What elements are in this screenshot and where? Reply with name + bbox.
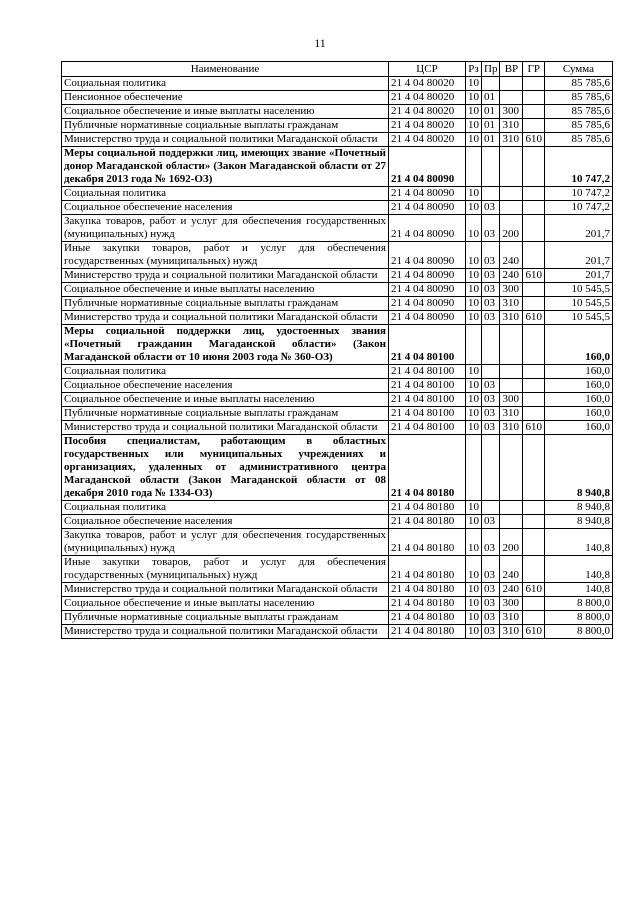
cell-rz xyxy=(466,325,482,365)
cell-pr: 03 xyxy=(482,215,500,242)
cell-gr xyxy=(523,365,545,379)
cell-pr: 03 xyxy=(482,625,500,639)
cell-vr xyxy=(500,379,523,393)
cell-pr: 03 xyxy=(482,283,500,297)
table-row xyxy=(62,147,613,187)
table-row xyxy=(62,119,613,133)
cell-pr: 03 xyxy=(482,583,500,597)
cell-rz: 10 xyxy=(466,597,482,611)
cell-rz: 10 xyxy=(466,91,482,105)
cell-sum: 201,7 xyxy=(544,215,612,242)
cell-gr xyxy=(523,435,545,501)
table-row xyxy=(62,421,613,435)
cell-vr: 300 xyxy=(500,393,523,407)
cell-gr xyxy=(523,393,545,407)
cell-pr xyxy=(482,365,500,379)
cell-vr: 310 xyxy=(500,407,523,421)
cell-rz: 10 xyxy=(466,311,482,325)
cell-pr: 03 xyxy=(482,242,500,269)
table-body xyxy=(62,77,613,639)
cell-pr: 03 xyxy=(482,611,500,625)
cell-csr: 21 4 04 80100 xyxy=(389,325,466,365)
cell-name: Публичные нормативные социальные выплаты гражданам xyxy=(62,611,389,625)
cell-vr xyxy=(500,365,523,379)
cell-pr: 03 xyxy=(482,556,500,583)
cell-gr xyxy=(523,283,545,297)
cell-rz: 10 xyxy=(466,215,482,242)
cell-csr: 21 4 04 80090 xyxy=(389,283,466,297)
cell-csr: 21 4 04 80180 xyxy=(389,597,466,611)
cell-pr: 03 xyxy=(482,529,500,556)
cell-gr xyxy=(523,201,545,215)
cell-vr: 310 xyxy=(500,421,523,435)
cell-gr: 610 xyxy=(523,311,545,325)
cell-name: Публичные нормативные социальные выплаты гражданам xyxy=(62,119,389,133)
cell-name: Иные закупки товаров, работ и услуг для обеспечения государственных (муниципальных) нужд xyxy=(62,556,389,583)
cell-name: Социальная политика xyxy=(62,365,389,379)
cell-sum: 160,0 xyxy=(544,379,612,393)
cell-sum: 85 785,6 xyxy=(544,133,612,147)
cell-vr: 300 xyxy=(500,597,523,611)
cell-name: Социальное обеспечение населения xyxy=(62,201,389,215)
table-row xyxy=(62,435,613,501)
header-sum: Сумма xyxy=(544,62,612,77)
cell-name: Социальная политика xyxy=(62,187,389,201)
table-row xyxy=(62,529,613,556)
cell-name: Пособия специалистам, работающим в областных государственных или муниципальных учреждениях и организациях, удаленных от административного центра Магаданской области (Закон Магаданской области от 08 декабря 2010 года № 1334-ОЗ) xyxy=(62,435,389,501)
cell-csr: 21 4 04 80180 xyxy=(389,583,466,597)
cell-pr: 03 xyxy=(482,421,500,435)
cell-sum: 10 545,5 xyxy=(544,311,612,325)
cell-name: Социальное обеспечение населения xyxy=(62,379,389,393)
header-csr: ЦСР xyxy=(389,62,466,77)
cell-rz: 10 xyxy=(466,297,482,311)
cell-gr: 610 xyxy=(523,583,545,597)
cell-vr: 310 xyxy=(500,625,523,639)
cell-name: Социальное обеспечение и иные выплаты населению xyxy=(62,393,389,407)
cell-sum: 10 545,5 xyxy=(544,297,612,311)
cell-vr xyxy=(500,91,523,105)
table-header-row xyxy=(62,62,613,77)
cell-gr xyxy=(523,597,545,611)
cell-name: Министерство труда и социальной политики Магаданской области xyxy=(62,625,389,639)
cell-name: Министерство труда и социальной политики Магаданской области xyxy=(62,133,389,147)
table-row xyxy=(62,242,613,269)
cell-csr: 21 4 04 80090 xyxy=(389,311,466,325)
cell-vr: 200 xyxy=(500,215,523,242)
cell-csr: 21 4 04 80090 xyxy=(389,269,466,283)
cell-csr: 21 4 04 80180 xyxy=(389,625,466,639)
cell-pr: 03 xyxy=(482,597,500,611)
cell-vr: 310 xyxy=(500,133,523,147)
cell-gr xyxy=(523,242,545,269)
cell-pr: 01 xyxy=(482,105,500,119)
cell-rz: 10 xyxy=(466,421,482,435)
cell-name: Социальное обеспечение и иные выплаты населению xyxy=(62,283,389,297)
cell-gr xyxy=(523,325,545,365)
cell-gr xyxy=(523,77,545,91)
table-row xyxy=(62,611,613,625)
cell-gr xyxy=(523,501,545,515)
table-row xyxy=(62,325,613,365)
table-row xyxy=(62,133,613,147)
cell-rz: 10 xyxy=(466,393,482,407)
cell-pr: 03 xyxy=(482,311,500,325)
cell-vr: 240 xyxy=(500,583,523,597)
cell-vr: 310 xyxy=(500,119,523,133)
cell-gr: 610 xyxy=(523,625,545,639)
cell-vr xyxy=(500,147,523,187)
cell-vr xyxy=(500,77,523,91)
cell-csr: 21 4 04 80090 xyxy=(389,147,466,187)
cell-csr: 21 4 04 80180 xyxy=(389,435,466,501)
cell-rz: 10 xyxy=(466,269,482,283)
cell-pr: 01 xyxy=(482,119,500,133)
cell-gr: 610 xyxy=(523,133,545,147)
cell-csr: 21 4 04 80180 xyxy=(389,515,466,529)
cell-name: Закупка товаров, работ и услуг для обеспечения государственных (муниципальных) нужд xyxy=(62,529,389,556)
header-rz: Рз xyxy=(466,62,482,77)
header-gr: ГР xyxy=(523,62,545,77)
cell-pr xyxy=(482,435,500,501)
cell-csr: 21 4 04 80090 xyxy=(389,215,466,242)
cell-sum: 10 747,2 xyxy=(544,187,612,201)
cell-vr: 240 xyxy=(500,556,523,583)
table-row xyxy=(62,583,613,597)
table-row xyxy=(62,297,613,311)
cell-rz: 10 xyxy=(466,105,482,119)
cell-sum: 10 747,2 xyxy=(544,147,612,187)
cell-csr: 21 4 04 80180 xyxy=(389,529,466,556)
cell-vr: 240 xyxy=(500,269,523,283)
cell-vr xyxy=(500,325,523,365)
cell-gr xyxy=(523,147,545,187)
table-row xyxy=(62,379,613,393)
table-row xyxy=(62,91,613,105)
cell-vr: 300 xyxy=(500,105,523,119)
cell-vr: 200 xyxy=(500,529,523,556)
cell-vr xyxy=(500,435,523,501)
cell-gr xyxy=(523,379,545,393)
table-row xyxy=(62,269,613,283)
header-pr: Пр xyxy=(482,62,500,77)
cell-csr: 21 4 04 80100 xyxy=(389,407,466,421)
cell-name: Министерство труда и социальной политики Магаданской области xyxy=(62,421,389,435)
cell-name: Социальное обеспечение и иные выплаты населению xyxy=(62,105,389,119)
cell-name: Социальная политика xyxy=(62,77,389,91)
cell-pr: 03 xyxy=(482,297,500,311)
cell-pr: 03 xyxy=(482,269,500,283)
cell-pr xyxy=(482,501,500,515)
cell-csr: 21 4 04 80020 xyxy=(389,77,466,91)
cell-name: Публичные нормативные социальные выплаты гражданам xyxy=(62,407,389,421)
cell-sum: 140,8 xyxy=(544,556,612,583)
table-row xyxy=(62,365,613,379)
table-row xyxy=(62,501,613,515)
header-vr: ВР xyxy=(500,62,523,77)
cell-sum: 8 940,8 xyxy=(544,501,612,515)
cell-csr: 21 4 04 80090 xyxy=(389,201,466,215)
cell-gr xyxy=(523,105,545,119)
table-row xyxy=(62,556,613,583)
cell-csr: 21 4 04 80090 xyxy=(389,297,466,311)
cell-gr xyxy=(523,119,545,133)
cell-sum: 10 545,5 xyxy=(544,283,612,297)
table-row xyxy=(62,407,613,421)
cell-gr xyxy=(523,529,545,556)
cell-pr xyxy=(482,325,500,365)
cell-csr: 21 4 04 80100 xyxy=(389,379,466,393)
cell-name: Меры социальной поддержки лиц, имеющих звание «Почетный донор Магаданской области» (Закон Магаданской области от 27 декабря 2013 года № 1692-ОЗ) xyxy=(62,147,389,187)
cell-sum: 8 800,0 xyxy=(544,597,612,611)
cell-rz: 10 xyxy=(466,556,482,583)
cell-rz: 10 xyxy=(466,583,482,597)
cell-rz: 10 xyxy=(466,133,482,147)
cell-name: Иные закупки товаров, работ и услуг для обеспечения государственных (муниципальных) нужд xyxy=(62,242,389,269)
cell-rz: 10 xyxy=(466,515,482,529)
cell-sum: 8 940,8 xyxy=(544,515,612,529)
cell-vr xyxy=(500,515,523,529)
cell-vr: 310 xyxy=(500,311,523,325)
cell-rz: 10 xyxy=(466,283,482,297)
cell-vr xyxy=(500,201,523,215)
cell-pr xyxy=(482,77,500,91)
cell-rz: 10 xyxy=(466,611,482,625)
cell-name: Социальная политика xyxy=(62,501,389,515)
cell-csr: 21 4 04 80180 xyxy=(389,556,466,583)
cell-vr xyxy=(500,187,523,201)
cell-sum: 8 800,0 xyxy=(544,625,612,639)
table-row xyxy=(62,311,613,325)
cell-rz xyxy=(466,147,482,187)
cell-sum: 201,7 xyxy=(544,269,612,283)
cell-sum: 8 800,0 xyxy=(544,611,612,625)
table-row xyxy=(62,515,613,529)
cell-name: Пенсионное обеспечение xyxy=(62,91,389,105)
cell-rz: 10 xyxy=(466,529,482,556)
cell-gr xyxy=(523,515,545,529)
cell-name: Меры социальной поддержки лиц, удостоенных звания «Почетный гражданин Магаданской области» (Закон Магаданской области от 10 июня 2003 года № 360-ОЗ) xyxy=(62,325,389,365)
cell-rz: 10 xyxy=(466,365,482,379)
table-row xyxy=(62,77,613,91)
cell-pr xyxy=(482,147,500,187)
cell-rz: 10 xyxy=(466,187,482,201)
table-row xyxy=(62,187,613,201)
header-name: Наименование xyxy=(62,62,389,77)
cell-pr: 03 xyxy=(482,393,500,407)
cell-name: Публичные нормативные социальные выплаты гражданам xyxy=(62,297,389,311)
cell-sum: 8 940,8 xyxy=(544,435,612,501)
page-number: 11 xyxy=(314,36,326,50)
cell-name: Закупка товаров, работ и услуг для обеспечения государственных (муниципальных) нужд xyxy=(62,215,389,242)
cell-name: Социальное обеспечение и иные выплаты населению xyxy=(62,597,389,611)
cell-sum: 85 785,6 xyxy=(544,105,612,119)
cell-sum: 10 747,2 xyxy=(544,201,612,215)
cell-vr: 310 xyxy=(500,611,523,625)
cell-sum: 160,0 xyxy=(544,407,612,421)
cell-pr: 03 xyxy=(482,407,500,421)
cell-sum: 85 785,6 xyxy=(544,91,612,105)
cell-sum: 85 785,6 xyxy=(544,119,612,133)
cell-rz: 10 xyxy=(466,407,482,421)
table-row xyxy=(62,215,613,242)
cell-gr xyxy=(523,611,545,625)
cell-gr: 610 xyxy=(523,269,545,283)
cell-gr xyxy=(523,297,545,311)
cell-name: Министерство труда и социальной политики Магаданской области xyxy=(62,583,389,597)
table-row xyxy=(62,625,613,639)
cell-csr: 21 4 04 80090 xyxy=(389,242,466,269)
cell-gr xyxy=(523,407,545,421)
cell-rz: 10 xyxy=(466,379,482,393)
cell-csr: 21 4 04 80090 xyxy=(389,187,466,201)
cell-sum: 160,0 xyxy=(544,325,612,365)
table-row xyxy=(62,105,613,119)
cell-sum: 160,0 xyxy=(544,365,612,379)
cell-vr: 240 xyxy=(500,242,523,269)
cell-gr xyxy=(523,556,545,583)
cell-pr: 01 xyxy=(482,133,500,147)
cell-rz: 10 xyxy=(466,242,482,269)
cell-csr: 21 4 04 80100 xyxy=(389,365,466,379)
cell-rz: 10 xyxy=(466,119,482,133)
cell-rz: 10 xyxy=(466,201,482,215)
cell-csr: 21 4 04 80180 xyxy=(389,501,466,515)
cell-sum: 160,0 xyxy=(544,393,612,407)
cell-sum: 140,8 xyxy=(544,529,612,556)
cell-gr xyxy=(523,215,545,242)
table-row xyxy=(62,393,613,407)
cell-sum: 85 785,6 xyxy=(544,77,612,91)
cell-csr: 21 4 04 80100 xyxy=(389,421,466,435)
cell-gr xyxy=(523,91,545,105)
cell-csr: 21 4 04 80020 xyxy=(389,119,466,133)
cell-pr: 03 xyxy=(482,379,500,393)
cell-sum: 201,7 xyxy=(544,242,612,269)
cell-csr: 21 4 04 80020 xyxy=(389,105,466,119)
cell-gr: 610 xyxy=(523,421,545,435)
cell-rz xyxy=(466,435,482,501)
table-row xyxy=(62,597,613,611)
budget-table xyxy=(61,61,613,639)
cell-rz: 10 xyxy=(466,77,482,91)
cell-name: Министерство труда и социальной политики Магаданской области xyxy=(62,269,389,283)
cell-pr xyxy=(482,187,500,201)
cell-vr xyxy=(500,501,523,515)
cell-name: Социальное обеспечение населения xyxy=(62,515,389,529)
cell-gr xyxy=(523,187,545,201)
cell-sum: 160,0 xyxy=(544,421,612,435)
cell-sum: 140,8 xyxy=(544,583,612,597)
cell-csr: 21 4 04 80020 xyxy=(389,133,466,147)
table-row xyxy=(62,283,613,297)
cell-csr: 21 4 04 80180 xyxy=(389,611,466,625)
cell-vr: 300 xyxy=(500,283,523,297)
cell-rz: 10 xyxy=(466,625,482,639)
cell-name: Министерство труда и социальной политики Магаданской области xyxy=(62,311,389,325)
table-row xyxy=(62,201,613,215)
cell-csr: 21 4 04 80020 xyxy=(389,91,466,105)
cell-pr: 03 xyxy=(482,201,500,215)
cell-vr: 310 xyxy=(500,297,523,311)
cell-pr: 03 xyxy=(482,515,500,529)
cell-rz: 10 xyxy=(466,501,482,515)
cell-pr: 01 xyxy=(482,91,500,105)
cell-csr: 21 4 04 80100 xyxy=(389,393,466,407)
